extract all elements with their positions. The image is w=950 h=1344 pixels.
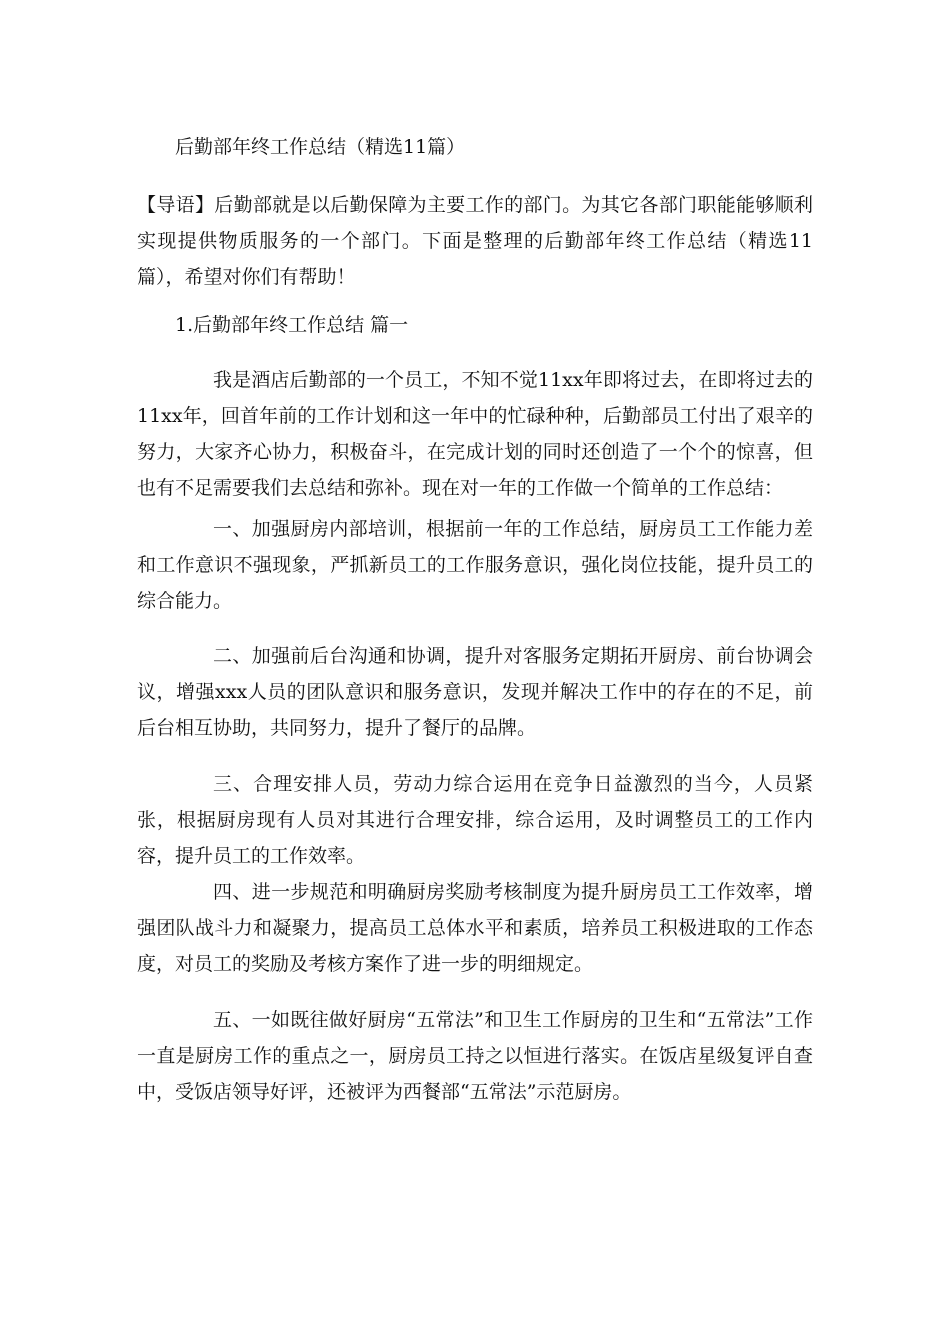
section-heading: 1.后勤部年终工作总结 篇一	[175, 314, 409, 336]
body-paragraph: 二、加强前后台沟通和协调，提升对客服务定期拓开厨房、前台协调会议，增强xxx人员的团队意识和服务意识，发现并解决工作中的存在的不足，前后台相互协助，共同努力，提升了餐厅的品牌。	[137, 645, 813, 739]
body-paragraph: 我是酒店后勤部的一个员工，不知不觉11xx年即将过去，在即将过去的11xx年，回首年前的工作计划和这一年中的忙碌种种，后勤部员工付出了艰辛的努力，大家齐心协力，积极奋斗，在完成计划的同时还创造了一个个的惊喜，但也有不足需要我们去总结和弥补。现在对一年的工作做一个简单的工作总结：	[137, 369, 813, 499]
body-paragraph: 五、一如既往做好厨房“五常法”和卫生工作厨房的卫生和“五常法”工作一直是厨房工作的重点之一，厨房员工持之以恒进行落实。在饭店星级复评自查中，受饭店领导好评，还被评为西餐部“五常法”示范厨房。	[137, 1009, 813, 1103]
body-paragraph: 三、合理安排人员，劳动力综合运用在竞争日益激烈的当今，人员紧张，根据厨房现有人员对其进行合理安排，综合运用，及时调整员工的工作内容，提升员工的工作效率。	[137, 773, 813, 867]
body-paragraph: 四、进一步规范和明确厨房奖励考核制度为提升厨房员工工作效率，增强团队战斗力和凝聚力，提高员工总体水平和素质，培养员工积极进取的工作态度，对员工的奖励及考核方案作了进一步的明细规定。	[137, 881, 813, 975]
intro-paragraph: 【导语】后勤部就是以后勤保障为主要工作的部门。为其它各部门职能能够顺利实现提供物质服务的一个部门。下面是整理的后勤部年终工作总结（精选11篇），希望对你们有帮助！	[137, 194, 813, 288]
body-paragraph: 一、加强厨房内部培训，根据前一年的工作总结，厨房员工工作能力差和工作意识不强现象，严抓新员工的工作服务意识，强化岗位技能，提升员工的综合能力。	[137, 518, 813, 612]
document-title: 后勤部年终工作总结（精选11篇）	[175, 136, 466, 158]
